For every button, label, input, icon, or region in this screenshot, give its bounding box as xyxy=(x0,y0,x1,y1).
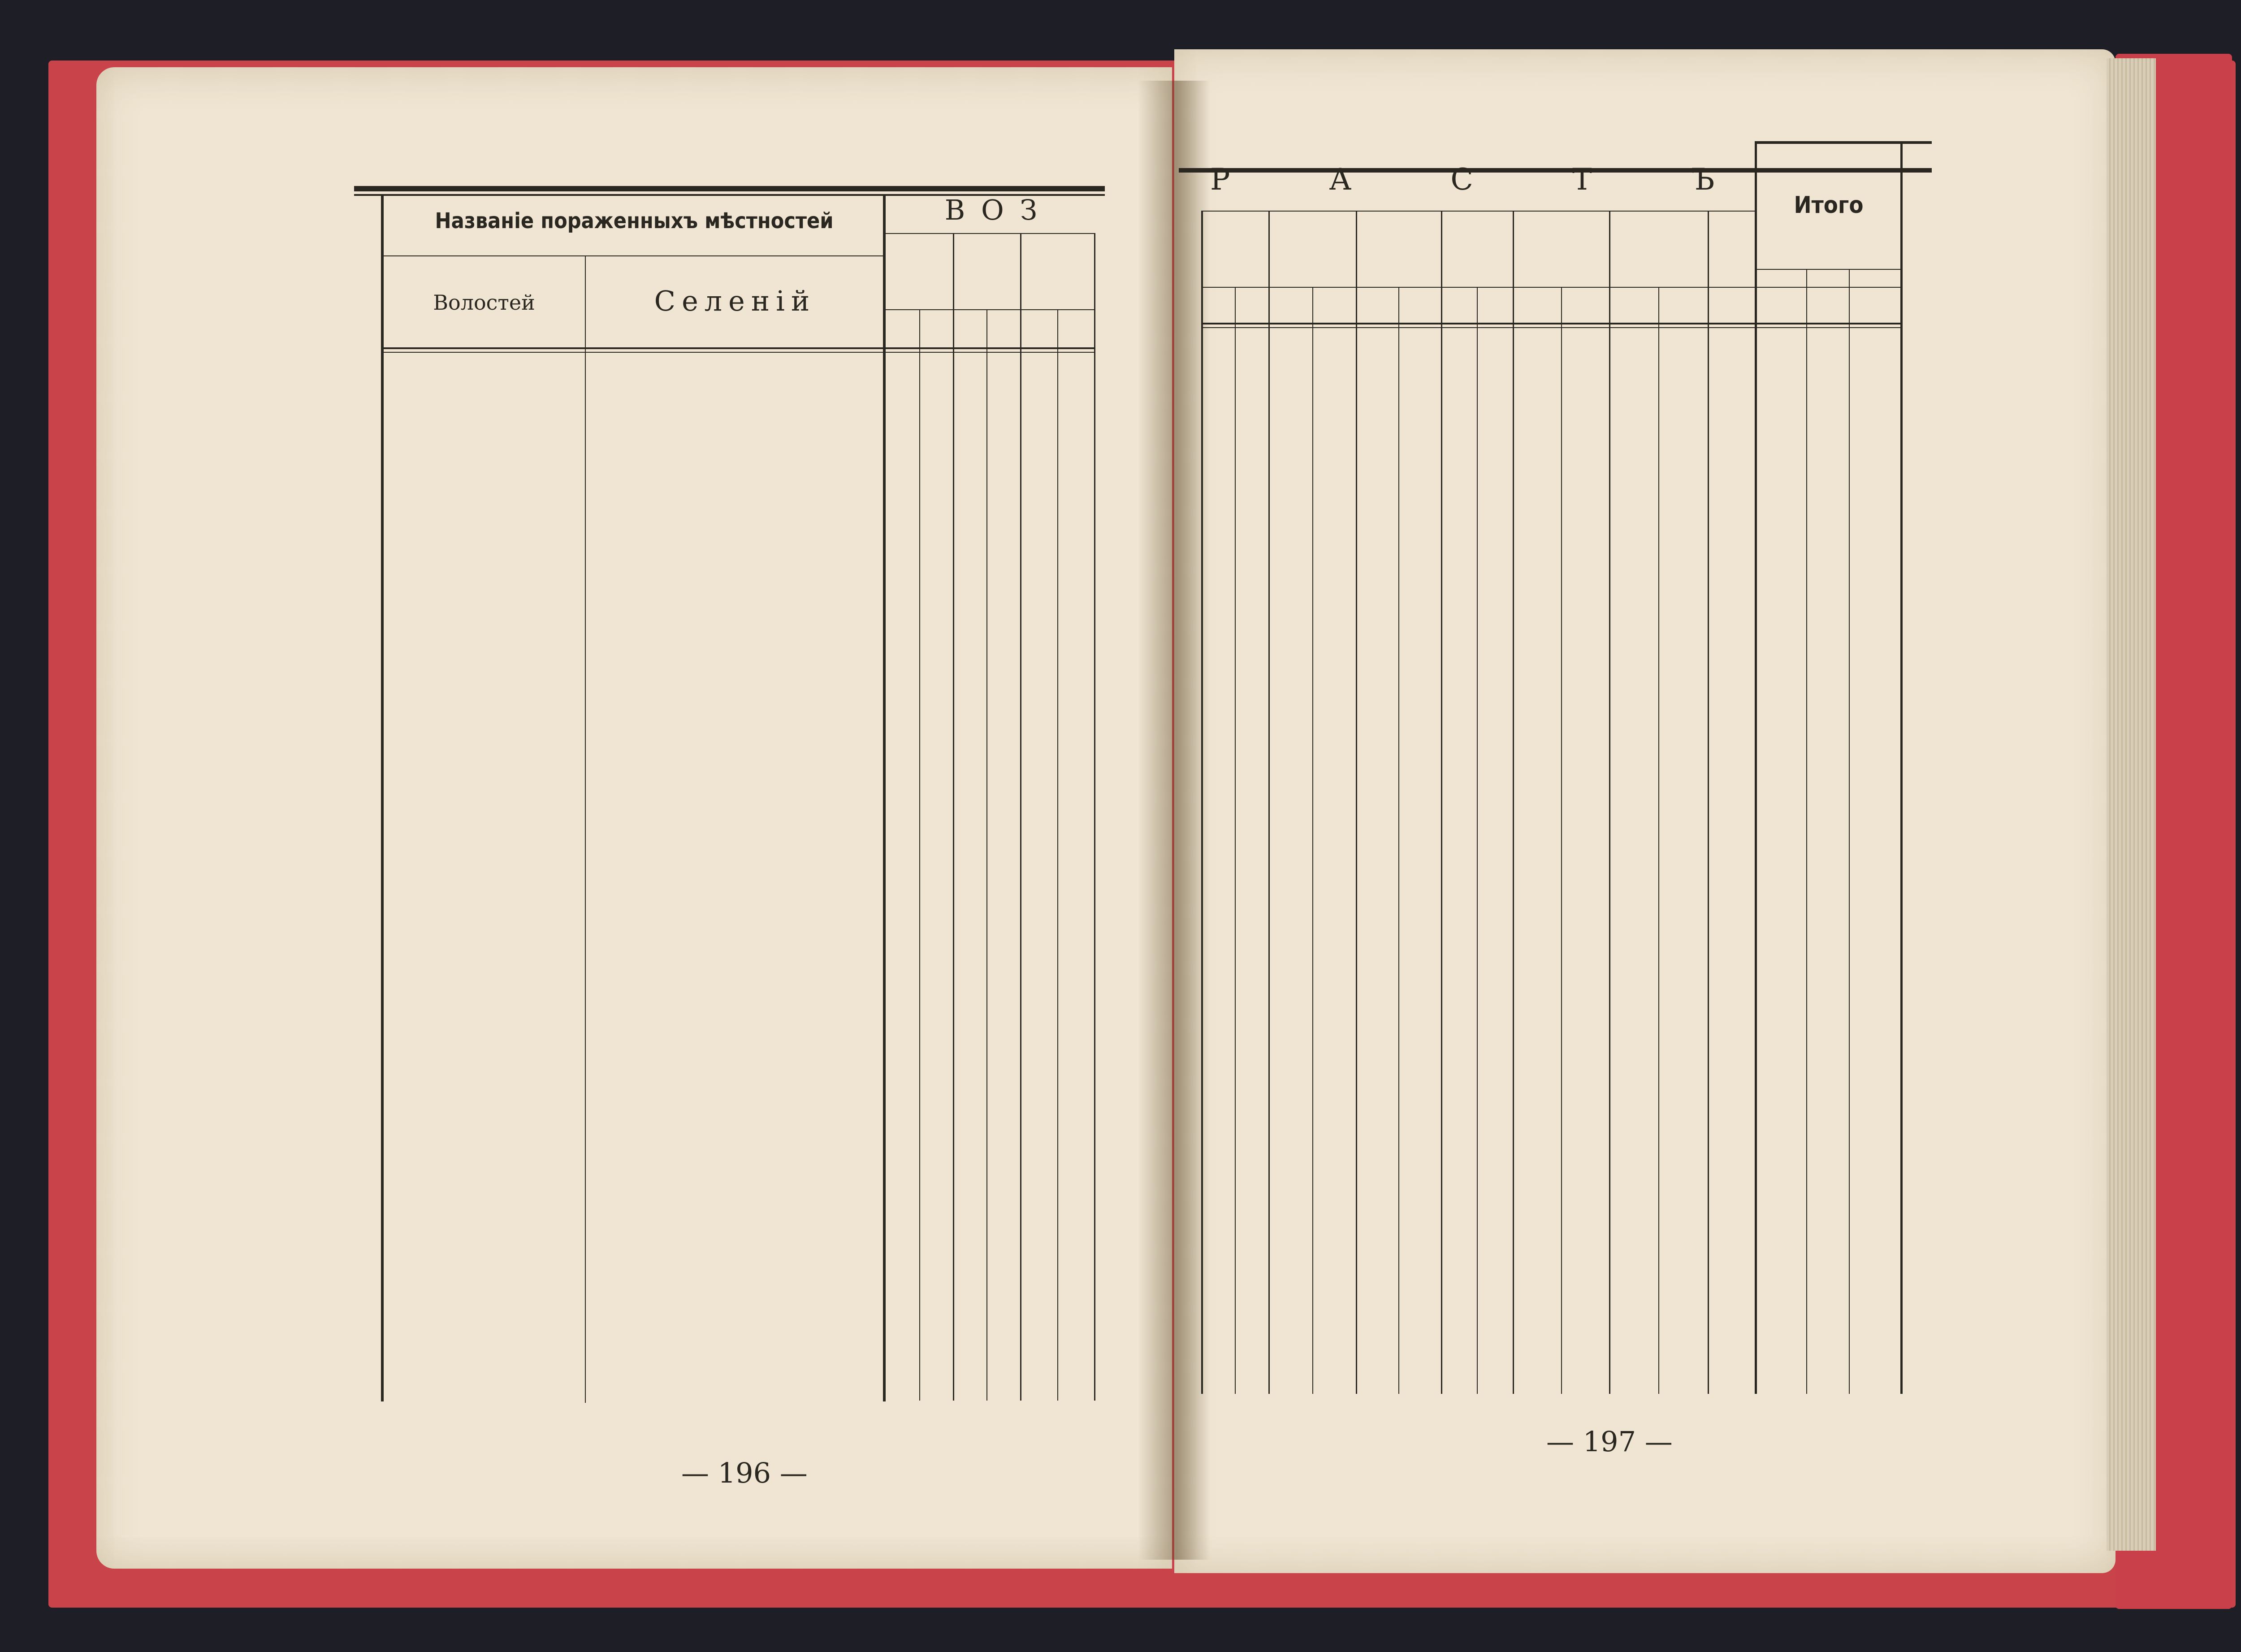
book-gutter xyxy=(1138,81,1210,1560)
table-rule xyxy=(1398,287,1399,1394)
table-rule xyxy=(1708,211,1709,1394)
page-edges xyxy=(2107,58,2156,1551)
column-header-volost: Волостей xyxy=(433,290,535,315)
table-rule xyxy=(919,309,920,1401)
right-page xyxy=(1174,49,2116,1573)
table-rule xyxy=(1235,287,1236,1394)
table-rule xyxy=(1312,287,1313,1394)
column-header-settlement: Селеній xyxy=(654,285,816,317)
table-rule xyxy=(1094,233,1095,1401)
table-rule xyxy=(1849,269,1850,1394)
age-banner-left: В О З xyxy=(944,194,1041,226)
table-rule xyxy=(986,309,987,1401)
table-rule xyxy=(1513,211,1514,1394)
table-rule xyxy=(1609,211,1610,1394)
table-rule xyxy=(1441,211,1442,1394)
table-rule xyxy=(1201,211,1203,1394)
total-header: Итого xyxy=(1794,192,1864,219)
table-rule xyxy=(1561,287,1562,1394)
page-number-right: — 197 — xyxy=(1546,1425,1673,1458)
table-rule xyxy=(1658,287,1659,1394)
table-rule xyxy=(1356,211,1357,1394)
age-banner-right: Р А С Т Ъ xyxy=(1210,162,1760,197)
table-rule xyxy=(1477,287,1478,1394)
table-rule xyxy=(1020,233,1021,1401)
table-rule xyxy=(1806,269,1807,1394)
table-rule xyxy=(1268,211,1270,1394)
table-rule xyxy=(1057,309,1058,1401)
table-rule xyxy=(953,233,954,1401)
page-number-left: — 196 — xyxy=(681,1457,808,1489)
left-table-title: Названіе пораженныхъ мѣстностей xyxy=(435,208,834,234)
table-rule xyxy=(1757,269,1900,270)
